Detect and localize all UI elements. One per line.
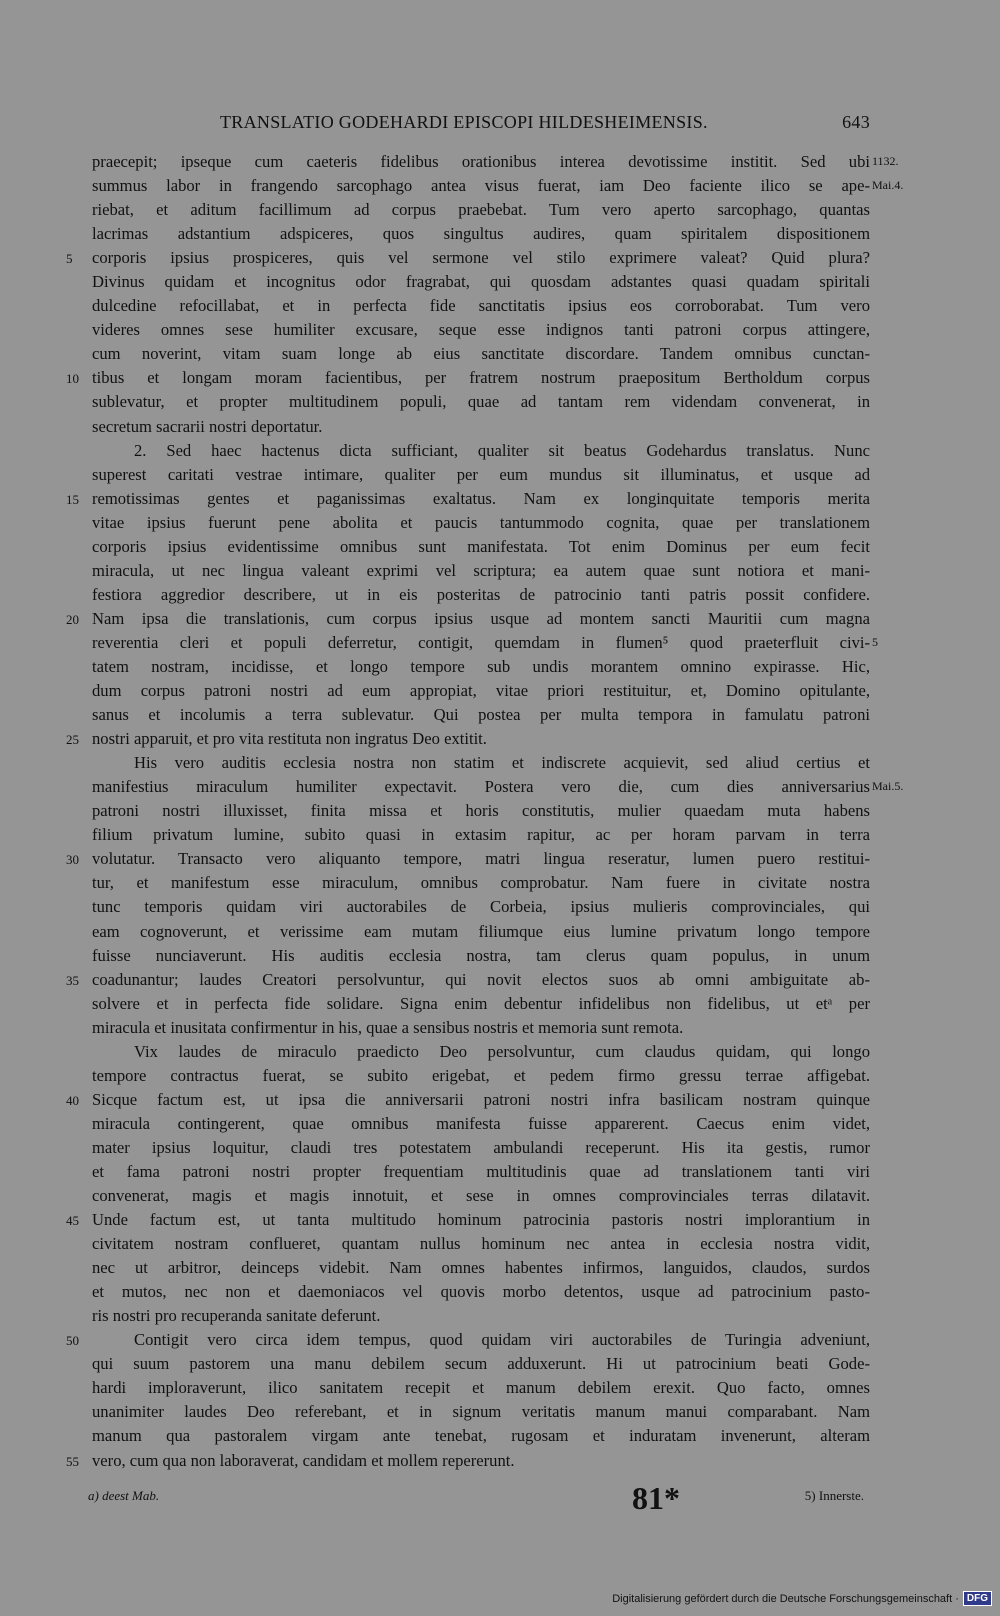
line-text: manum qua pastoralem virgam ante tenebat, rugosam et induratam invenerunt, alteram <box>92 1426 870 1446</box>
margin-note: 5 <box>872 634 878 649</box>
line-number: 5 <box>66 251 73 267</box>
line-text: vitae ipsius fuerunt pene abolita et paucis tantummodo cognita, quae per translationem <box>92 512 870 532</box>
text-line <box>66 366 870 390</box>
text-line <box>92 1304 870 1328</box>
line-text: praecepit; ipseque cum caeteris fidelibus orationibus interea devotissime institit. Sed ubi <box>92 152 870 171</box>
text-line <box>66 1449 870 1473</box>
line-text: superest caritati vestrae intimare, qualiter per eum mundus sit illuminatus, et usque ad <box>92 464 870 484</box>
text-line <box>92 992 870 1016</box>
line-text: riebat, et aditum facillimum ad corpus praebebat. Tum vero aperto sarcophago, quantas <box>92 200 870 220</box>
line-text: lacrimas adstantium adspiceres, quos singultus audires, quam spiritalem dispositionem <box>92 224 870 244</box>
text-line <box>66 968 870 992</box>
line-text: fuisse nunciaverunt. His auditis ecclesia nostra, tam clerus quam populus, in unum <box>92 945 870 965</box>
text-line <box>92 150 899 174</box>
line-text: remotissimas gentes et paganissimas exaltatus. Nam ex longinquitate temporis merita <box>92 488 870 508</box>
text-line <box>92 1016 870 1040</box>
text-line <box>92 463 870 487</box>
text-line <box>92 703 870 727</box>
line-number: 15 <box>66 491 79 507</box>
text-line <box>92 559 870 583</box>
line-text: sublevatur, et propter multitudinem populi, quae ad tantam rem videndam convenerat, in <box>92 392 870 412</box>
line-number: 30 <box>66 852 79 868</box>
line-text: sanus et incolumis a terra sublevatur. Qui postea per multa tempora in famulatu patroni <box>92 705 870 725</box>
line-text: nostri apparuit, et pro vita restituta non ingratus Deo extitit. <box>92 729 487 749</box>
line-text: tunc temporis quidam viri auctorabiles de Corbeia, ipsius mulieris comprovinciales, qui <box>92 897 870 917</box>
digitization-credit <box>612 1591 992 1606</box>
text-line <box>92 583 870 607</box>
text-line <box>92 1040 870 1064</box>
text-line <box>66 727 870 751</box>
line-text: manifestius miraculum humiliter expectavit. Postera vero die, cum dies anniversarius <box>92 777 870 797</box>
footnote-5: 5) Innerste. <box>804 1488 864 1503</box>
line-text: tibus et longam moram facientibus, per fratrem nostrum praepositum Bertholdum corpus <box>92 368 870 388</box>
text-line <box>92 1160 870 1184</box>
text-line <box>92 390 870 414</box>
line-text: eam cognoverunt, et verissime eam mutam filiumque eius lumine privatum longo tempore <box>92 921 870 941</box>
text-line <box>92 655 870 679</box>
text-line <box>92 439 870 463</box>
text-line <box>92 535 870 559</box>
line-number: 35 <box>66 972 79 988</box>
line-text: 2. Sed haec hactenus dicta sufficiant, qualiter sit beatus Godehardus translatus. Nunc <box>134 440 870 460</box>
line-text: miracula contingerent, quae omnibus manifesta fuisse apparerent. Caecus enim videt, <box>92 1113 870 1133</box>
line-text: Divinus quidam et incognitus odor fragrabat, qui quosdam adstantes quasi quadam spiritali <box>92 272 870 292</box>
line-number: 50 <box>66 1333 79 1349</box>
signature-mark: 81* <box>632 1480 680 1516</box>
text-line <box>92 1424 870 1448</box>
line-text: corporis ipsius prospiceres, quis vel sermone vel stilo exprimere valeat? Quid plura? <box>92 248 870 268</box>
dfg-logo-icon: DFG <box>963 1591 992 1606</box>
text-line <box>92 631 878 655</box>
text-line <box>92 1376 870 1400</box>
line-text: videres omnes sese humiliter excusare, seque esse indignos tanti patroni corpus attingere, <box>92 320 870 340</box>
line-text: dum corpus patroni nostri ad eum appropiat, vitae priori restituitur, et, Domino opitulante, <box>92 681 870 701</box>
text-line <box>66 246 870 270</box>
line-text: mater ipsius loquitur, claudi tres potestatem ambulandi receperunt. His ita gestis, rumor <box>92 1137 870 1157</box>
page-number: 643 <box>842 112 870 132</box>
text-line <box>66 847 870 871</box>
credit-text: Digitalisierung gefördert durch die Deutsche Forschungsgemeinschaft · <box>612 1592 959 1605</box>
text-line <box>92 1400 870 1424</box>
line-text: miracula et inusitata confirmentur in his, quae a sensibus nostris et memoria sunt remota. <box>92 1017 684 1037</box>
line-text: miracula, ut nec lingua valeant exprimi vel scriptura; ea autem quae sunt notiora et mani- <box>92 560 870 580</box>
footnotes <box>88 1488 864 1508</box>
line-text: et mutos, nec non et daemoniacos vel quovis morbo detentos, usque ad patrocinium pasto- <box>92 1282 870 1302</box>
text-line <box>92 174 904 198</box>
text-line <box>92 1184 870 1208</box>
text-line <box>92 342 870 366</box>
line-text: civitatem nostram conflueret, quantam nullus hominum nec antea in ecclesia nostra vidit, <box>92 1234 870 1254</box>
text-line <box>92 823 870 847</box>
line-text: tur, et manifestum esse miraculum, omnibus comprobatur. Nam fuere in civitate nostra <box>92 873 870 893</box>
text-line <box>92 415 870 439</box>
line-text: His vero auditis ecclesia nostra non statim et indiscrete acquievit, sed aliud certius et <box>134 753 870 773</box>
text-line <box>92 1112 870 1136</box>
text-line <box>92 751 870 775</box>
text-line <box>66 487 870 511</box>
line-text: dulcedine refocillabat, et in perfecta fide sanctitatis ipsius eos corroborabat. Tum vero <box>92 296 870 316</box>
text-line <box>92 1352 870 1376</box>
line-text: et fama patroni nostri propter frequentiam multitudinis quae ad translationem tanti viri <box>92 1161 870 1181</box>
line-text: corporis ipsius evidentissime omnibus sunt manifestata. Tot enim Dominus per eum fecit <box>92 536 870 556</box>
line-text: Contigit vero circa idem tempus, quod quidam viri auctorabiles de Turingia adveniunt, <box>134 1330 870 1350</box>
line-text: ris nostri pro recuperanda sanitate deferunt. <box>92 1306 381 1326</box>
text-line <box>66 1088 870 1112</box>
margin-note: Mai.5. <box>872 779 904 794</box>
text-line <box>66 1328 870 1352</box>
footnote-a: a) deest Mab. <box>88 1488 160 1503</box>
text-line <box>66 1208 870 1232</box>
text-line <box>92 294 870 318</box>
line-text: vero, cum qua non laboraverat, candidam et mollem repererunt. <box>92 1450 515 1470</box>
text-line <box>92 1280 870 1304</box>
line-text: cum noverint, vitam suam longe ab eius sanctitate discordare. Tandem omnibus cunctan- <box>92 344 870 364</box>
line-text: Sicque factum est, ut ipsa die anniversarii patroni nostri infra basilicam nostram quinque <box>92 1089 870 1109</box>
text-line <box>92 1064 870 1088</box>
text-line <box>92 222 870 246</box>
line-text: hardi imploraverunt, ilico sanitatem recepit et manum debilem erexit. Quo facto, omnes <box>92 1378 870 1398</box>
line-number: 45 <box>66 1213 79 1229</box>
margin-note: Mai.4. <box>872 178 904 193</box>
line-number: 25 <box>66 732 79 748</box>
line-text: Nam ipsa die translationis, cum corpus ipsius usque ad montem sancti Mauritii cum magna <box>92 608 870 628</box>
line-text: Vix laudes de miraculo praedicto Deo persolvuntur, cum claudus quidam, qui longo <box>134 1041 870 1061</box>
text-line <box>92 1232 870 1256</box>
line-text: nec ut arbitror, deinceps videbit. Nam omnes habentes infirmos, languidos, claudos, surdos <box>92 1258 870 1278</box>
running-title: TRANSLATIO GODEHARDI EPISCOPI HILDESHEIMENSIS. <box>220 112 708 132</box>
line-text: qui suum pastorem una manu debilem secum adduxerunt. Hi ut patrocinium beati Gode- <box>92 1354 870 1374</box>
text-line <box>92 318 870 342</box>
line-text: solvere et in perfecta fide solidare. Signa enim debentur infidelibus non fidelibus, ut etᵃ per <box>92 993 870 1013</box>
text-line <box>92 944 870 968</box>
line-number: 10 <box>66 371 79 387</box>
text-line <box>92 270 870 294</box>
text-line <box>92 871 870 895</box>
line-text: tempore contractus fuerat, se subito erigebat, et pedem firmo gressu terrae affigebat. <box>92 1065 870 1085</box>
line-text: tatem nostram, incidisse, et longo tempore sub undis morantem omnino expirasse. Hic, <box>92 656 870 676</box>
running-header <box>92 112 870 140</box>
line-number: 55 <box>66 1453 79 1469</box>
line-text: Unde factum est, ut tanta multitudo hominum patrocinia pastoris nostri implorantium in <box>92 1210 870 1230</box>
line-text: convenerat, magis et magis innotuit, et sese in omnes comprovinciales terras dilatavit. <box>92 1186 870 1206</box>
text-line <box>92 1136 870 1160</box>
body-text <box>66 150 904 1473</box>
text-line <box>66 607 870 631</box>
margin-note: 1132. <box>872 154 899 168</box>
line-number: 40 <box>66 1092 79 1108</box>
line-text: coadunantur; laudes Creatori persolvuntur, qui novit electos suos ab omni ambiguitate ab- <box>92 969 870 989</box>
text-line <box>92 198 870 222</box>
line-text: summus labor in frangendo sarcophago antea visus fuerat, iam Deo faciente ilico se ape- <box>92 176 870 196</box>
text-line <box>92 1256 870 1280</box>
line-text: patroni nostri illuxisset, finita missa et horis constitutis, mulier quaedam muta habens <box>92 801 870 821</box>
line-text: festiora aggredior describere, ut in eis posteritas de patrocinio tanti patris possit confidere. <box>92 584 870 604</box>
text-line <box>92 799 870 823</box>
text-line <box>92 511 870 535</box>
line-text: filium privatum lumine, subito quasi in extasim rapitur, ac per horam parvam in terra <box>92 825 870 845</box>
text-line <box>92 679 870 703</box>
line-number: 20 <box>66 611 79 627</box>
line-text: volutatur. Transacto vero aliquanto tempore, matri lingua reseratur, lumen puero restitui- <box>92 849 870 869</box>
line-text: secretum sacrarii nostri deportatur. <box>92 416 323 436</box>
text-line <box>92 920 870 944</box>
text-line <box>92 775 904 799</box>
text-line <box>92 895 870 919</box>
line-text: unanimiter laudes Deo referebant, et in signum veritatis manum manui comparabant. Nam <box>92 1402 870 1422</box>
line-text: reverentia cleri et populi deferretur, contigit, quemdam in flumen⁵ quod praeterfluit civi- <box>92 632 870 652</box>
